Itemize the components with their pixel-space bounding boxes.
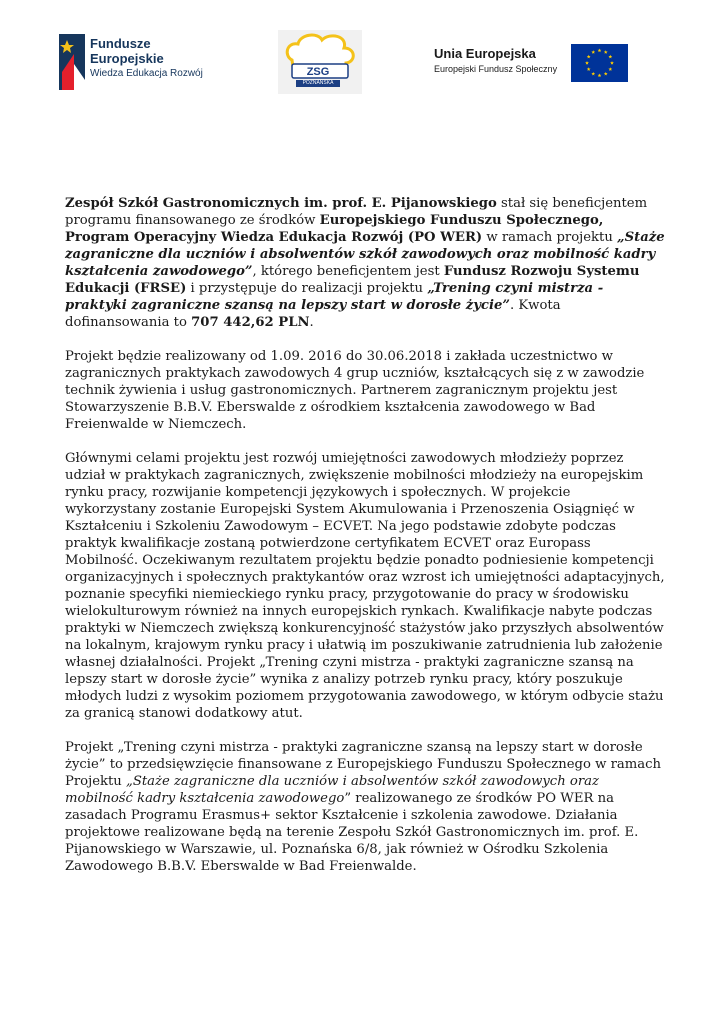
zsg-city: POZNAŃSKA [296,80,340,87]
unia-line1: Unia Europejska [434,46,536,61]
paragraph-intro [65,195,665,331]
program-name: Europejskiego Funduszu Społecznego, Program Operacyjny Wiedza Edukacja Rozwój (PO WER) [65,213,604,245]
document-body [65,195,665,892]
unia-europejska-text [434,46,557,76]
intro-text-6: . [309,315,314,330]
paragraph-schedule: Projekt będzie realizowany od 1.09. 2016 do 30.06.2018 i zakłada uczestnictwo w zagranicznych praktykach zawodowych 4 grup uczniów, kształcących się z w zawodzie technik żywienia i usług gastronomicznych. Partnerem zagranicznym projektu jest Stowarzyszenie B.B.V. Eberswalde z ośrodkiem kształcenia zawodowego w Bad Freienwalde w Niemczech. [65,349,645,432]
eu-flag-icon [571,44,628,82]
fundusze-line2: Europejskie [90,51,164,66]
fundusze-line3: Wiedza Edukacja Rozwój [90,68,203,79]
funding-amount: 707 442,62 PLN [191,315,310,330]
summary-text-1: Projekt „Trening czyni mistrza - praktyki zagraniczne szansą na lepszy start w dorosłe życie” to przedsięwzięcie finansowane z Europejskiego Funduszu Społecznego w ramach Projektu [65,740,662,789]
paragraph-goals: Głównymi celami projektu jest rozwój umiejętności zawodowych młodzieży poprzez udział w praktykach zagranicznych, zwiększenie mobilności młodzieży na europejskim rynku pracy, rozwijanie kompetencji językowych i społecznych. W projekcie wykorzystany zostanie Europejski System Akumulowania i Przenoszenia Osiągnięć w Kształceniu i Szkoleniu Zawodowym – ECVET. Na jego podstawie zdobyte podczas praktyk kwalifikacje zostaną potwierdzone certyfikatem ECVET oraz Europass Mobilność. Oczekiwanym rezultatem projektu będzie ponadto podniesienie kompetencji organizacyjnych i społecznych praktykantów oraz wzrost ich umiejętności adaptacyjnych, poznanie specyfiki niemieckiego rynku pracy, przygotowanie do pracy w środowisku wielokulturowym również na innych europejskich rynkach. Kwalifikacje nabyte podczas praktyki w Niemczech zwiększą konkurencyjność stażystów jako przyszłych absolwentów na lokalnym, krajowym rynku pracy i ułatwią im poszukiwanie zatrudnienia lub założenie własnej działalności. Projekt „Trening czyni mistrza - praktyki zagraniczne szansą na lepszy start w dorosłe życie” wynika z analizy potrzeb rynku pracy, który poszukuje młodych ludzi z wysokim poziomem przygotowania zawodowego, w którym odbycie stażu za granicą stanowi dodatkowy atut. [65,451,665,721]
logo-header [0,30,725,94]
zsg-logo [278,30,362,94]
unia-line2: Europejski Fundusz Społeczny [434,64,558,74]
summary-project-name: „Staże zagraniczne dla uczniów i absolwentów szkół zawodowych oraz mobilność kadry kształcenia zawodowego [65,774,599,806]
project-name-trening: „Trening czyni mistrza - praktyki zagraniczne szansą na lepszy start w dorosłe życie” [65,281,604,313]
fundusze-line1: Fundusze [90,36,151,51]
project-name-staze: „Staże zagraniczne dla uczniów i absolwentów szkół zawodowych oraz mobilność kadry kształcenia zawodowego” [65,230,665,279]
zsg-label: ZSG [306,66,330,78]
summary-text-2: ” realizowanego ze środków PO WER na zasadach Programu Erasmus+ sektor Kształcenie i szkolenia zawodowe. Działania projektowe realizowane będą na terenie Zespołu Szkół Gastronomicznych im. prof. E. Pijanowskiego w Warszawie, ul. Poznańska 6/8, jak również w Ośrodku Szkolenia Zawodowego B.B.V. Eberswalde w Bad Freienwalde. [65,791,639,874]
fundusze-europejskie-logo [59,32,209,92]
fundusze-europejskie-emblem-icon [59,34,87,90]
beneficiary-name: Fundusz Rozwoju Systemu Edukacji (FRSE) [65,264,640,296]
intro-text-5: . Kwota dofinansowania to [65,298,561,330]
intro-text-2: w ramach projektu [482,230,618,245]
school-name: Zespół Szkół Gastronomicznych im. prof. E. Pijanowskiego [65,196,497,211]
intro-text-1: stał się beneficjentem programu finansowanego ze środków [65,196,648,228]
intro-text-3: , którego beneficjentem jest [252,264,444,279]
intro-text-4: i przystępuje do realizacji projektu [186,281,428,296]
paragraph-summary [65,739,665,875]
